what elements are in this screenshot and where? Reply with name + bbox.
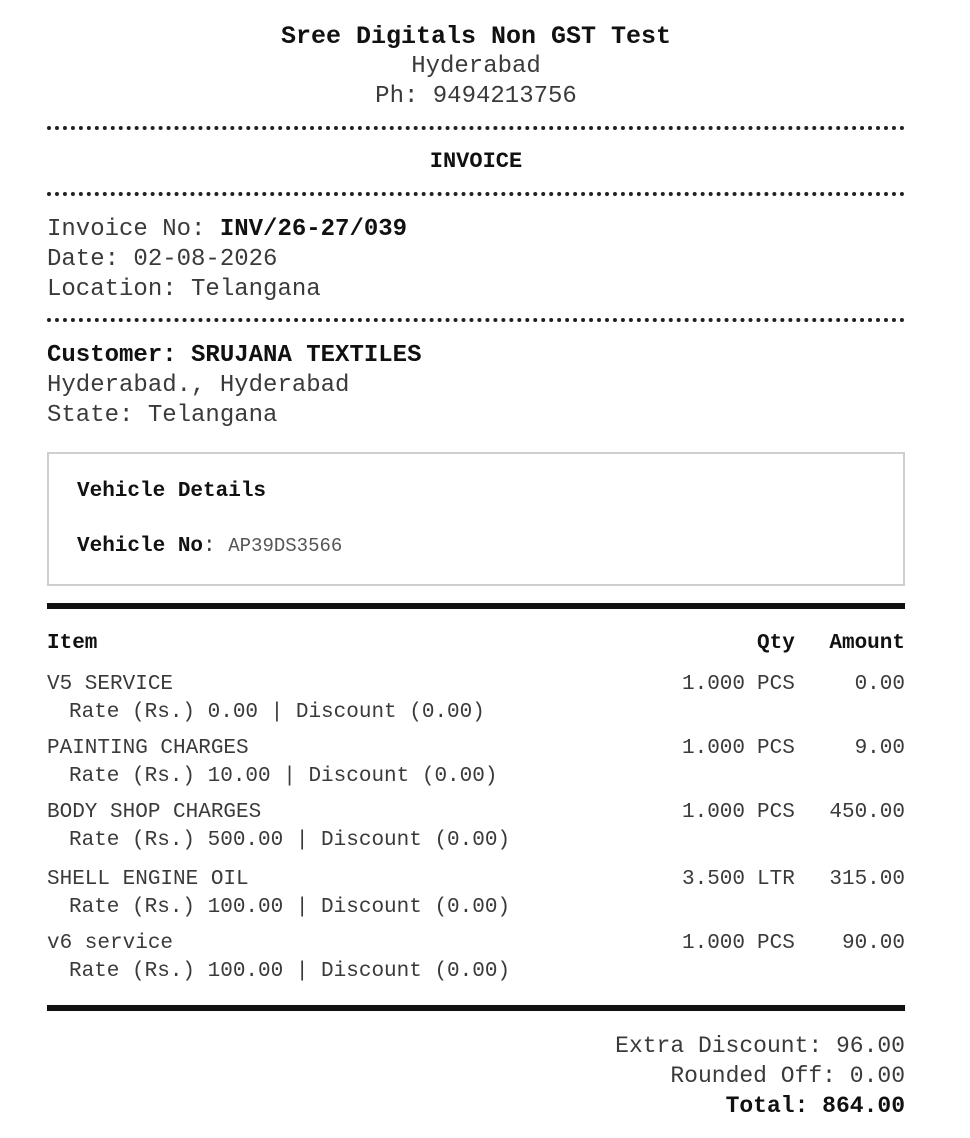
invoice-location: Location: Telangana	[47, 276, 321, 303]
item-rate-discount: Rate (Rs.) 100.00 | Discount (0.00)	[69, 896, 511, 919]
shop-city: Hyderabad	[411, 53, 541, 80]
item-amount: 9.00	[854, 737, 905, 760]
grand-total: Total: 864.00	[725, 1093, 905, 1119]
customer-state: State: Telangana	[47, 402, 278, 429]
column-header-item: Item	[47, 632, 98, 655]
vehicle-number-value: AP39DS3566	[228, 535, 343, 557]
item-amount: 90.00	[841, 932, 905, 955]
item-qty: 1.000	[681, 932, 745, 955]
item-amount: 450.00	[829, 801, 905, 824]
item-name: BODY SHOP CHARGES	[47, 801, 262, 824]
item-unit: PCS	[757, 737, 795, 760]
column-header-amount: Amount	[829, 632, 905, 655]
item-rate-discount: Rate (Rs.) 0.00 | Discount (0.00)	[69, 701, 485, 724]
item-amount: 0.00	[854, 673, 905, 696]
thick-divider	[47, 1005, 905, 1011]
item-qty: 1.000	[681, 737, 745, 760]
item-unit: LTR	[757, 868, 795, 891]
customer-name	[47, 341, 421, 371]
item-name: V5 SERVICE	[47, 673, 174, 696]
customer-label: Customer:	[47, 342, 192, 369]
line-item	[47, 735, 905, 795]
item-unit: PCS	[757, 673, 795, 696]
divider	[47, 192, 905, 196]
customer-address: Hyderabad., Hyderabad	[47, 372, 350, 399]
thick-divider	[47, 603, 905, 609]
vehicle-details-box	[47, 452, 905, 586]
invoice-date: Date: 02-08-2026	[47, 246, 278, 273]
shop-name: Sree Digitals Non GST Test	[280, 22, 672, 51]
item-rate-discount: Rate (Rs.) 500.00 | Discount (0.00)	[69, 829, 511, 852]
item-rate-discount: Rate (Rs.) 100.00 | Discount (0.00)	[69, 960, 511, 983]
document-title: INVOICE	[429, 149, 523, 174]
rounded-off: Rounded Off: 0.00	[670, 1063, 905, 1089]
item-name: SHELL ENGINE OIL	[47, 868, 249, 891]
column-header-qty: Qty	[757, 632, 795, 655]
divider	[47, 126, 905, 130]
invoice-number-label: Invoice No:	[47, 216, 220, 243]
item-qty: 1.000	[681, 801, 745, 824]
item-unit: PCS	[757, 932, 795, 955]
item-rate-discount: Rate (Rs.) 10.00 | Discount (0.00)	[69, 765, 498, 788]
divider	[47, 318, 905, 322]
vehicle-number-colon: :	[203, 535, 229, 558]
item-qty: 3.500	[681, 868, 745, 891]
invoice-number	[47, 215, 407, 245]
item-name: PAINTING CHARGES	[47, 737, 249, 760]
item-unit: PCS	[757, 801, 795, 824]
item-qty: 1.000	[681, 673, 745, 696]
vehicle-number-label: Vehicle No	[77, 535, 204, 558]
item-amount: 315.00	[829, 868, 905, 891]
line-item	[47, 671, 905, 731]
extra-discount: Extra Discount: 96.00	[615, 1033, 905, 1059]
shop-phone: Ph: 9494213756	[375, 83, 577, 110]
vehicle-details-title: Vehicle Details	[77, 480, 267, 503]
vehicle-number	[77, 532, 342, 561]
line-item	[47, 866, 905, 926]
customer-name-value: SRUJANA TEXTILES	[191, 342, 422, 369]
item-name: v6 service	[47, 932, 174, 955]
line-item	[47, 799, 905, 859]
line-item	[47, 930, 905, 990]
invoice-number-value: INV/26-27/039	[219, 216, 408, 243]
